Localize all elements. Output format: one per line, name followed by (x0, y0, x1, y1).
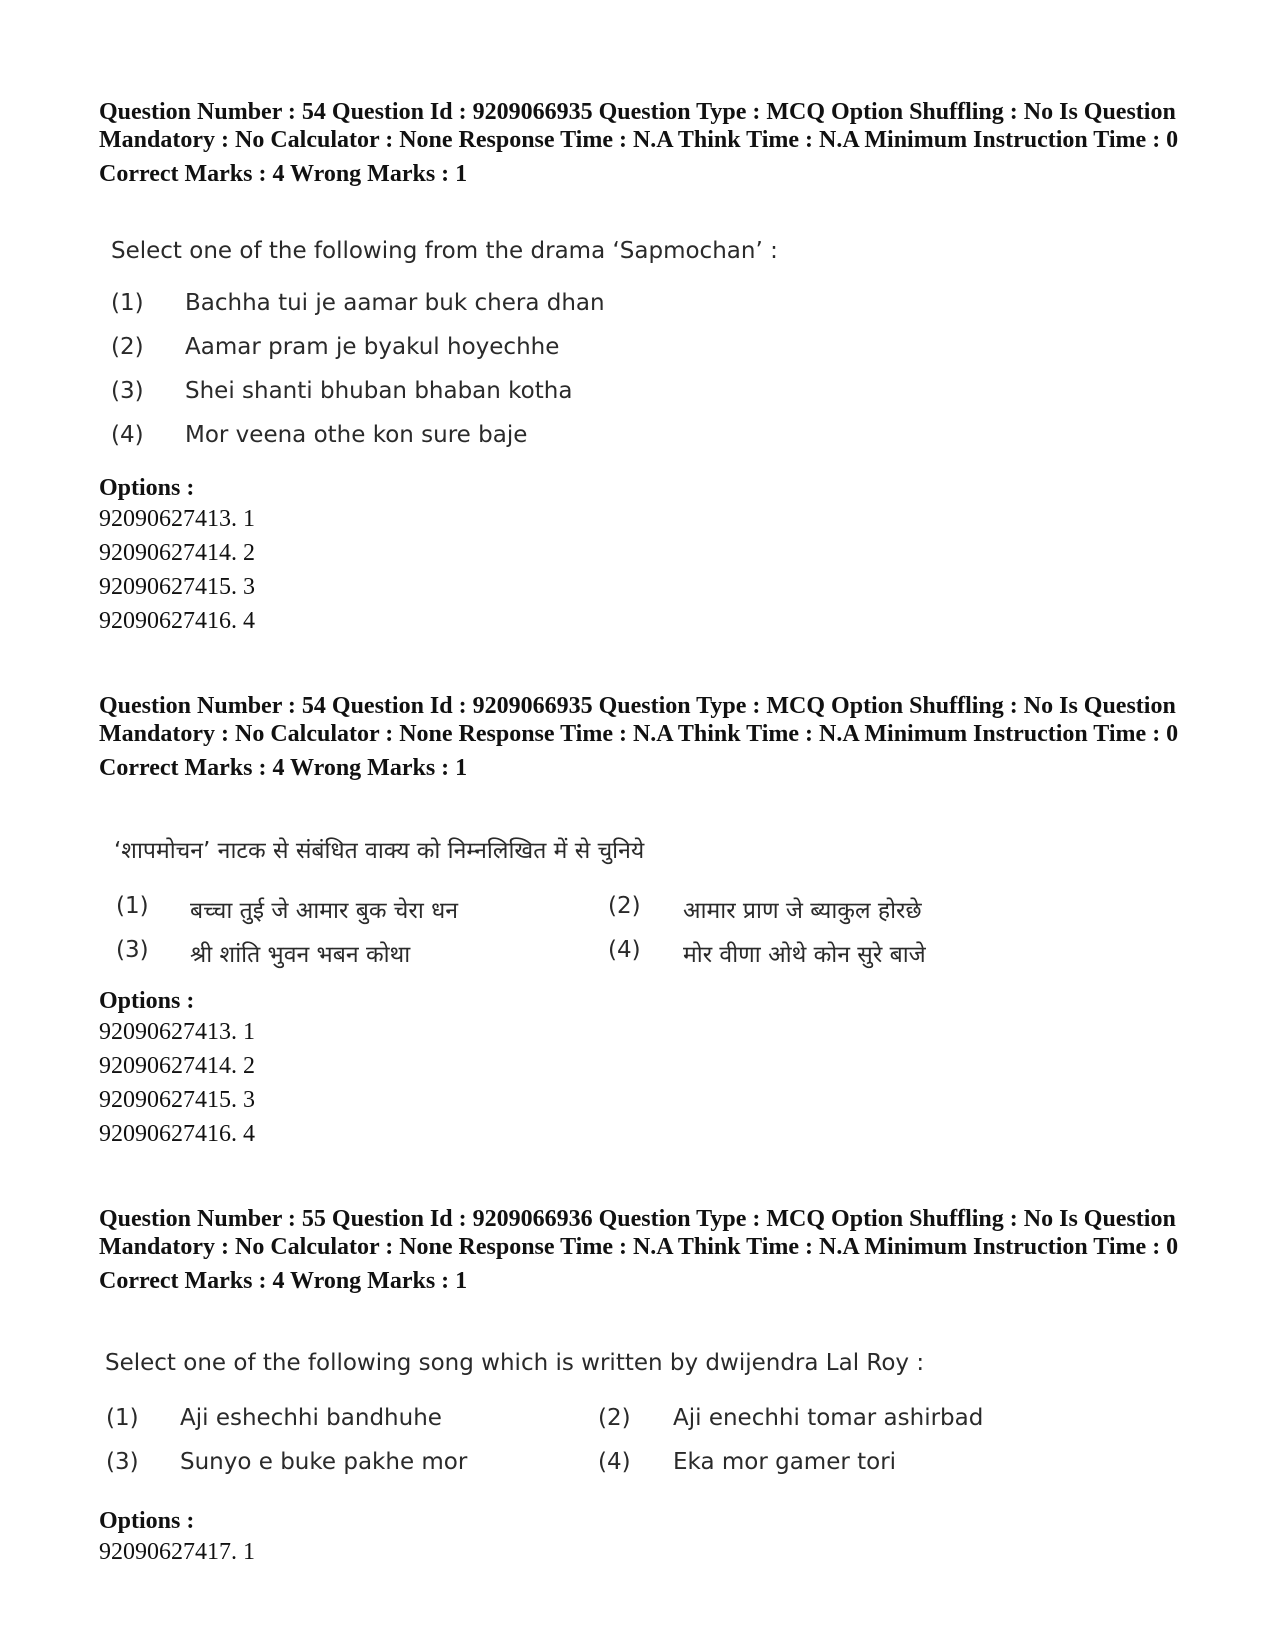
choice-item (111, 422, 1201, 466)
choice-item (106, 1449, 1196, 1493)
question-marks: Correct Marks : 4 Wrong Marks : 1 (99, 755, 468, 781)
options-label: Options : (99, 475, 195, 501)
question-body-1 (111, 238, 1201, 264)
options-label: Options : (99, 988, 195, 1014)
choice-number: (3) (116, 937, 149, 963)
choice-text: Aji enechhi tomar ashirbad (673, 1405, 984, 1431)
choice-number: (4) (111, 422, 144, 448)
choice-text: श्री शांति भुवन भबन कोथा (190, 942, 411, 968)
choice-number: (2) (608, 893, 641, 919)
option-id: 92090627413. 1 (99, 1019, 255, 1045)
question-meta: Question Number : 54 Question Id : 9209066935 Question Type : MCQ Option Shuffling : No Is Question Mandatory : No Calculator : None Response Time : N.A Think Time : N.A Minimum Instruction Time : 0 (99, 693, 1179, 747)
question-marks: Correct Marks : 4 Wrong Marks : 1 (99, 161, 468, 187)
choice-text: Shei shanti bhuban bhaban kotha (185, 378, 573, 404)
option-id: 92090627416. 4 (99, 1121, 255, 1147)
choice-list-2 (116, 893, 1206, 981)
choice-text: आमार प्राण जे ब्याकुल होरछे (683, 898, 922, 924)
choice-list-1 (111, 290, 1201, 466)
choice-text: Bachha tui je aamar buk chera dhan (185, 290, 605, 316)
options-section-3 (99, 1507, 1189, 1569)
question-text: Select one of the following song which is written by dwijendra Lal Roy : (105, 1350, 925, 1376)
option-id: 92090627416. 4 (99, 608, 255, 634)
choice-number: (1) (111, 290, 144, 316)
question-text: Select one of the following from the drama ‘Sapmochan’ : (111, 238, 778, 264)
choice-item (111, 334, 1201, 378)
choice-text: Eka mor gamer tori (673, 1449, 897, 1475)
choice-text: Aamar pram je byakul hoyechhe (185, 334, 560, 360)
choice-item (111, 290, 1201, 334)
question-meta: Question Number : 55 Question Id : 9209066936 Question Type : MCQ Option Shuffling : No Is Question Mandatory : No Calculator : None Response Time : N.A Think Time : N.A Minimum Instruction Time : 0 (99, 1206, 1179, 1260)
question-header-3 (99, 1205, 1189, 1295)
options-label: Options : (99, 1508, 195, 1534)
choice-text: बच्चा तुई जे आमार बुक चेरा धन (190, 898, 459, 924)
option-id: 92090627413. 1 (99, 506, 255, 532)
choice-number: (3) (111, 378, 144, 404)
choice-text: Mor veena othe kon sure baje (185, 422, 528, 448)
choice-item (111, 378, 1201, 422)
choice-item (116, 893, 1206, 937)
question-header-1 (99, 98, 1189, 188)
option-id: 92090627414. 2 (99, 540, 255, 566)
choice-list-3 (106, 1405, 1196, 1493)
choice-text: Aji eshechhi bandhuhe (180, 1405, 442, 1431)
choice-item (106, 1405, 1196, 1449)
question-header-2 (99, 692, 1189, 782)
options-section-1 (99, 474, 1189, 638)
choice-number: (3) (106, 1449, 139, 1475)
option-id: 92090627414. 2 (99, 1053, 255, 1079)
question-text: ‘शापमोचन’ नाटक से संबंधित वाक्य को निम्नलिखित में से चुनिये (114, 838, 645, 864)
question-body-3 (105, 1350, 1195, 1376)
question-body-2 (114, 833, 1204, 865)
choice-number: (1) (116, 893, 149, 919)
question-marks: Correct Marks : 4 Wrong Marks : 1 (99, 1268, 468, 1294)
choice-item (116, 937, 1206, 981)
choice-text: मोर वीणा ओथे कोन सुरे बाजे (683, 942, 926, 968)
option-id: 92090627415. 3 (99, 574, 255, 600)
question-meta: Question Number : 54 Question Id : 9209066935 Question Type : MCQ Option Shuffling : No Is Question Mandatory : No Calculator : None Response Time : N.A Think Time : N.A Minimum Instruction Time : 0 (99, 99, 1179, 153)
options-section-2 (99, 987, 1189, 1151)
choice-number: (1) (106, 1405, 139, 1431)
option-id: 92090627417. 1 (99, 1539, 255, 1565)
choice-number: (4) (608, 937, 641, 963)
choice-text: Sunyo e buke pakhe mor (180, 1449, 468, 1475)
choice-number: (4) (598, 1449, 631, 1475)
option-id: 92090627415. 3 (99, 1087, 255, 1113)
choice-number: (2) (111, 334, 144, 360)
choice-number: (2) (598, 1405, 631, 1431)
